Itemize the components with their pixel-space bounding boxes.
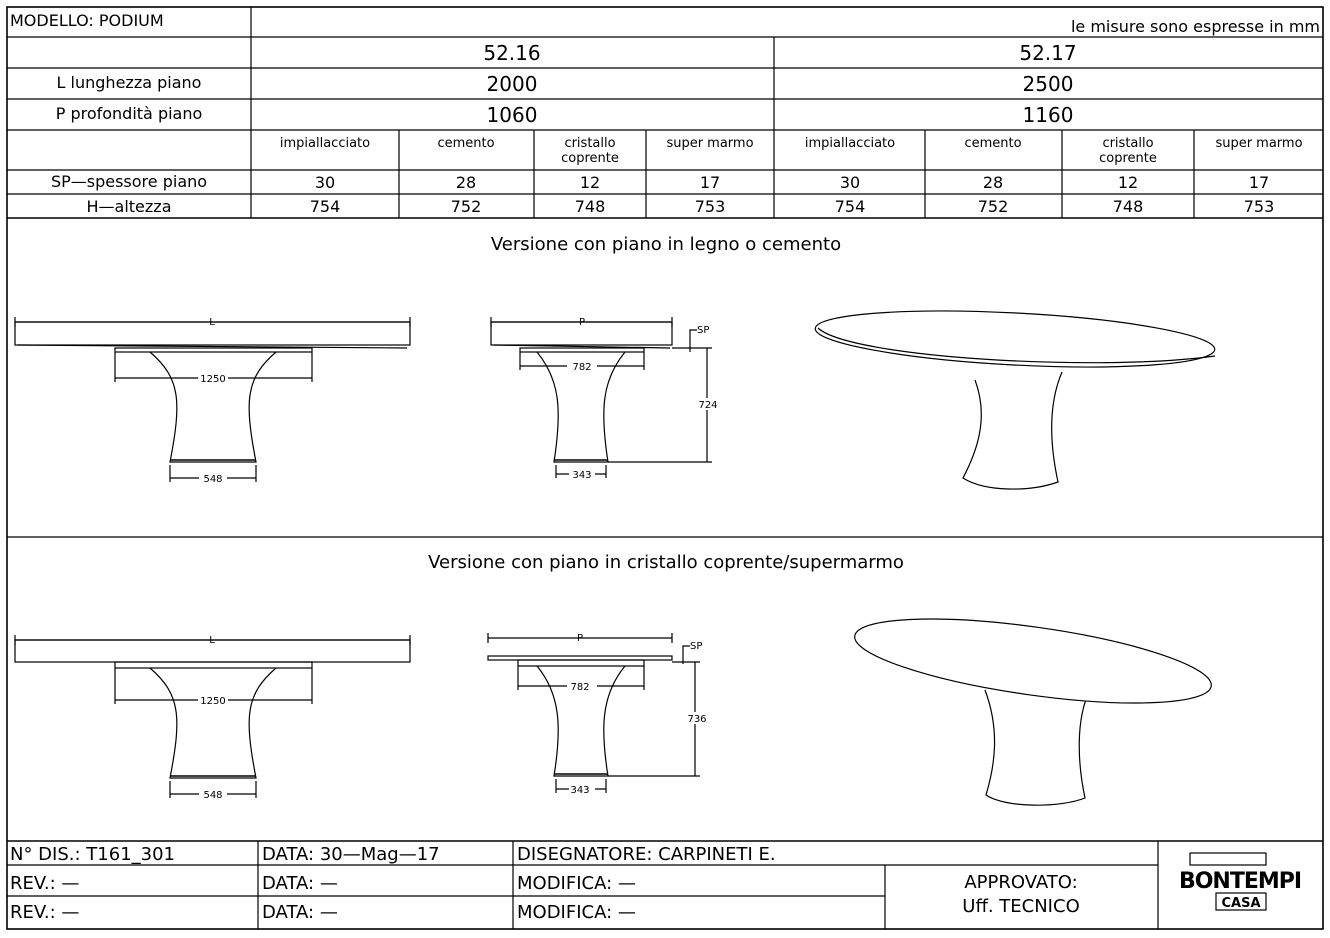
dim-label-P: P: [576, 633, 584, 644]
finish-header: cristallo: [1102, 136, 1154, 151]
row-label-length: L lunghezza piano: [56, 73, 202, 92]
revision-date-1: DATA: —: [262, 873, 338, 894]
height-value: 753: [1243, 197, 1275, 216]
thickness-value: 30: [314, 173, 336, 192]
dim-label-P: P: [578, 317, 586, 328]
dim-label-base-top: 1250: [200, 374, 226, 385]
dim-label-base-bottom: 548: [203, 790, 223, 801]
thickness-value: 28: [982, 173, 1004, 192]
thickness-value: 17: [699, 173, 721, 192]
dim-label-side-top: 782: [570, 682, 590, 693]
dim-label-sp: SP: [697, 325, 710, 336]
row-label-thickness: SP—spessore piano: [50, 172, 208, 191]
finish-header: impiallacciato: [804, 136, 896, 151]
finish-header: impiallacciato: [279, 136, 371, 151]
perspective-view-glass: [850, 602, 1216, 805]
finish-header: coprente: [1099, 151, 1157, 166]
revision-date-2: DATA: —: [262, 902, 338, 923]
height-value: 753: [694, 197, 726, 216]
modification-1: MODIFICA: —: [517, 873, 636, 894]
dim-label-base-bottom: 548: [203, 474, 223, 485]
model-number-1: 52.16: [483, 41, 541, 65]
approved-label: APPROVATO:: [964, 872, 1078, 893]
finish-header: cemento: [964, 136, 1022, 151]
dim-label-side-bottom: 343: [570, 785, 590, 796]
dim-label-L: L: [209, 317, 215, 328]
thickness-value: 12: [1117, 173, 1139, 192]
section-title-wood: Versione con piano in legno o cemento: [490, 234, 842, 255]
thickness-value: 17: [1248, 173, 1270, 192]
finish-header: cristallo: [564, 136, 616, 151]
thickness-value: 28: [455, 173, 477, 192]
model-label: MODELLO: PODIUM: [10, 11, 164, 30]
front-view-glass: [15, 635, 410, 799]
finish-header: coprente: [561, 151, 619, 166]
finish-header: cemento: [437, 136, 495, 151]
height-value: 748: [574, 197, 606, 216]
approved-by: Uff. TECNICO: [962, 896, 1080, 917]
length-value-2: 2500: [1022, 72, 1074, 96]
modification-2: MODIFICA: —: [517, 902, 636, 923]
revision-2: REV.: —: [10, 902, 80, 923]
side-view-glass: [488, 633, 707, 795]
finish-header: super marmo: [1215, 136, 1303, 151]
dim-label-L: L: [209, 635, 215, 646]
height-value: 754: [309, 197, 341, 216]
length-value-1: 2000: [486, 72, 538, 96]
height-value: 754: [834, 197, 866, 216]
units-note: le misure sono espresse in mm: [1070, 17, 1320, 36]
model-number-2: 52.17: [1019, 41, 1077, 65]
drawing-number: N° DIS.: T161_301: [10, 844, 175, 865]
height-value: 752: [977, 197, 1009, 216]
row-label-height: H—altezza: [86, 197, 172, 216]
dim-label-sp: SP: [690, 641, 703, 652]
depth-value-1: 1060: [486, 103, 538, 127]
height-value: 748: [1112, 197, 1144, 216]
dim-label-height: 724: [698, 400, 718, 411]
perspective-view-wood: [814, 303, 1216, 489]
revision-1: REV.: —: [10, 873, 80, 894]
finish-header: super marmo: [666, 136, 754, 151]
dim-label-height: 736: [687, 714, 707, 725]
logo-text: BONTEMPI: [1178, 869, 1302, 894]
thickness-value: 12: [579, 173, 601, 192]
designer: DISEGNATORE: CARPINETI E.: [517, 844, 776, 865]
thickness-value: 30: [839, 173, 861, 192]
drawing-date: DATA: 30—Mag—17: [262, 844, 440, 865]
front-view-wood: [15, 317, 410, 483]
row-label-depth: P profondità piano: [55, 104, 203, 123]
section-title-glass: Versione con piano in cristallo coprente/supermarmo: [428, 552, 904, 573]
dim-label-side-bottom: 343: [572, 470, 592, 481]
height-value: 752: [450, 197, 482, 216]
dim-label-base-top: 1250: [200, 696, 226, 707]
dim-label-side-top: 782: [572, 362, 592, 373]
brand-logo: [1179, 853, 1301, 911]
logo-subtext: CASA: [1221, 896, 1261, 911]
depth-value-2: 1160: [1022, 103, 1074, 127]
side-view-wood: [491, 317, 716, 480]
